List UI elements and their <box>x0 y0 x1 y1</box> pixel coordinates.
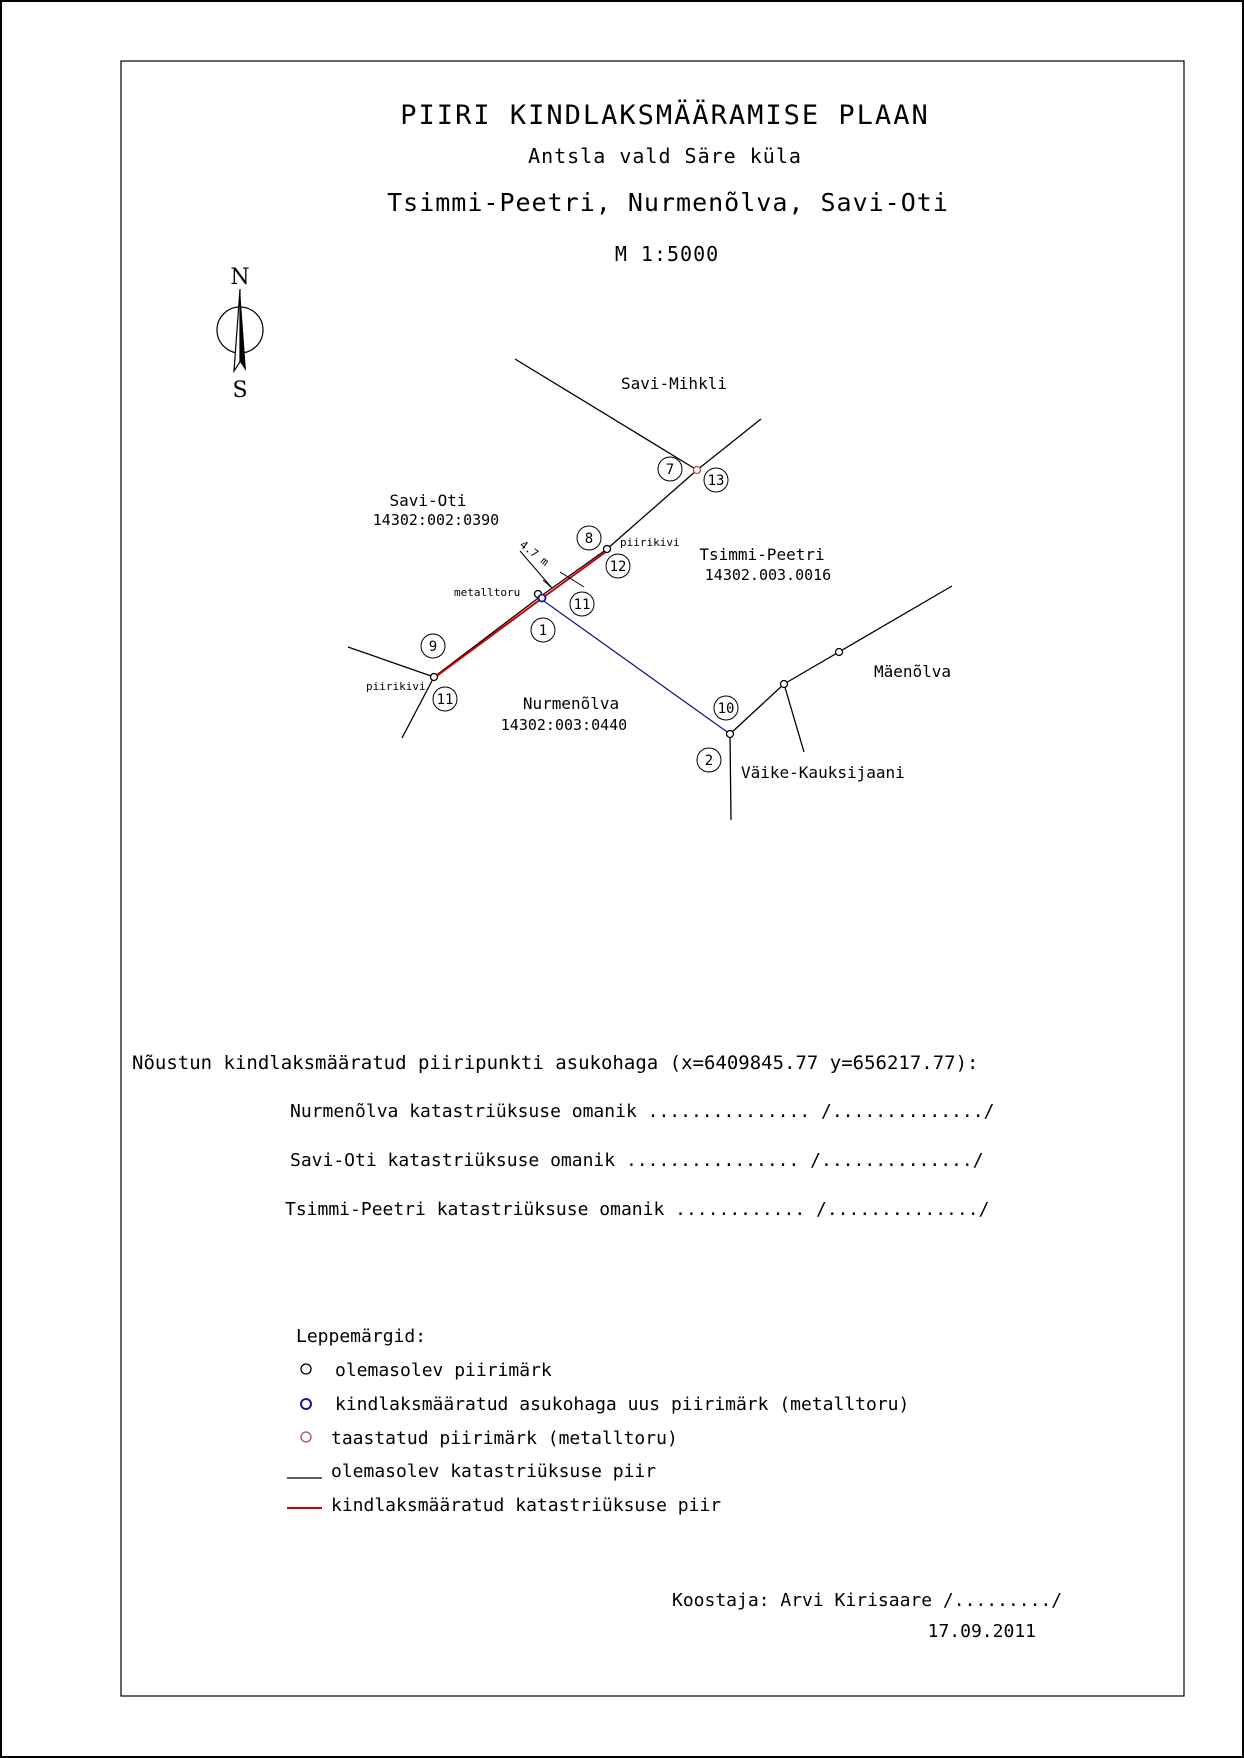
legend-label: taastatud piirimärk (metalltoru) <box>331 1428 678 1449</box>
boundary-12-to-1 <box>541 549 607 596</box>
point-label: 10 <box>717 701 735 717</box>
owner-line-tsimmi-peetri: Tsimmi-Peetri katastriüksuse omanik ............ /............../ <box>285 1199 990 1220</box>
point-label: 13 <box>707 473 725 489</box>
point-label: 12 <box>609 559 627 575</box>
marker-east-1 <box>781 681 788 688</box>
parcel-code: 14302.003.0016 <box>704 566 832 584</box>
parcel-name: Tsimmi-Peetri <box>699 545 825 564</box>
parcel-name: Nurmenõlva <box>522 694 620 713</box>
point-label: 11 <box>436 692 454 708</box>
author-line: Koostaja: Arvi Kirisaare /........./ <box>672 1590 1063 1611</box>
owner-line-nurmenolva: Nurmenõlva katastriüksuse omanik ............... /............../ <box>290 1101 995 1122</box>
parcels-heading: Tsimmi-Peetri, Nurmenõlva, Savi-Oti <box>387 188 949 217</box>
point-label: 9 <box>428 639 438 655</box>
determined-boundary-a <box>434 599 541 678</box>
compass-north: N <box>230 265 250 290</box>
legend-label: kindlaksmääratud asukohaga uus piirimärk (metalltoru) <box>335 1394 910 1415</box>
parcel-name: Väike-Kauksijaani <box>741 763 905 782</box>
point-label: 7 <box>665 462 675 478</box>
plan-title: PIIRI KINDLAKSMÄÄRAMISE PLAAN <box>400 100 930 131</box>
parcel-name: Savi-Oti <box>389 491 467 510</box>
location-subtitle: Antsla vald Säre küla <box>528 144 802 168</box>
marker-10 <box>727 731 734 738</box>
point-label: 1 <box>538 623 548 639</box>
boundary-1-to-11 <box>434 596 541 677</box>
marker-13 <box>694 467 701 474</box>
point-label: 2 <box>704 753 714 769</box>
note-piirikivi-upper: piirikivi <box>620 536 680 549</box>
boundary-10-south <box>730 734 731 820</box>
marker-east-2 <box>836 649 843 656</box>
parcel-name: Mäenõlva <box>874 662 952 681</box>
legend-label: olemasolev piirimärk <box>335 1360 552 1381</box>
date-label: 17.09.2011 <box>927 1621 1036 1642</box>
legend <box>287 1326 909 1516</box>
parcel-labels <box>373 374 951 782</box>
parcel-code: 14302:003:0440 <box>500 716 628 734</box>
note-metalltoru: metalltoru <box>454 586 521 599</box>
inner-frame <box>121 61 1184 1696</box>
scale-label: M 1:5000 <box>614 242 720 266</box>
point-label: 8 <box>584 531 594 547</box>
legend-symbol-new-marker <box>301 1399 311 1409</box>
distance-label: 4.7 m <box>517 538 552 569</box>
legend-title: Leppemärgid: <box>296 1326 427 1347</box>
note-piirikivi-lower: piirikivi <box>366 680 426 693</box>
parcel-name: Savi-Mihkli <box>621 374 727 393</box>
boundary-lines <box>348 359 952 820</box>
owner-line-savi-oti: Savi-Oti katastriüksuse omanik ................ /............../ <box>290 1150 984 1171</box>
boundary-east-down <box>784 684 804 752</box>
north-arrow-icon <box>217 265 263 403</box>
legend-symbol-existing-marker <box>301 1364 311 1374</box>
marker-11 <box>431 674 438 681</box>
legend-label: kindlaksmääratud katastriüksuse piir <box>331 1495 722 1516</box>
boundary-1-to-10 <box>538 599 730 734</box>
compass-south: S <box>232 378 248 403</box>
marker-12 <box>604 546 611 553</box>
point-label: 11 <box>573 597 591 613</box>
legend-label: olemasolev katastriüksuse piir <box>331 1461 657 1482</box>
agreement-statement: Nõustun kindlaksmääratud piiripunkti asukohaga (x=6409845.77 y=656217.77): <box>132 1052 979 1074</box>
parcel-code: 14302:002:0390 <box>372 511 500 529</box>
marker-1 <box>539 595 546 602</box>
legend-symbol-restored-marker <box>301 1432 311 1442</box>
boundary-west-upper <box>348 647 434 677</box>
boundary-ne-upper <box>697 419 761 470</box>
